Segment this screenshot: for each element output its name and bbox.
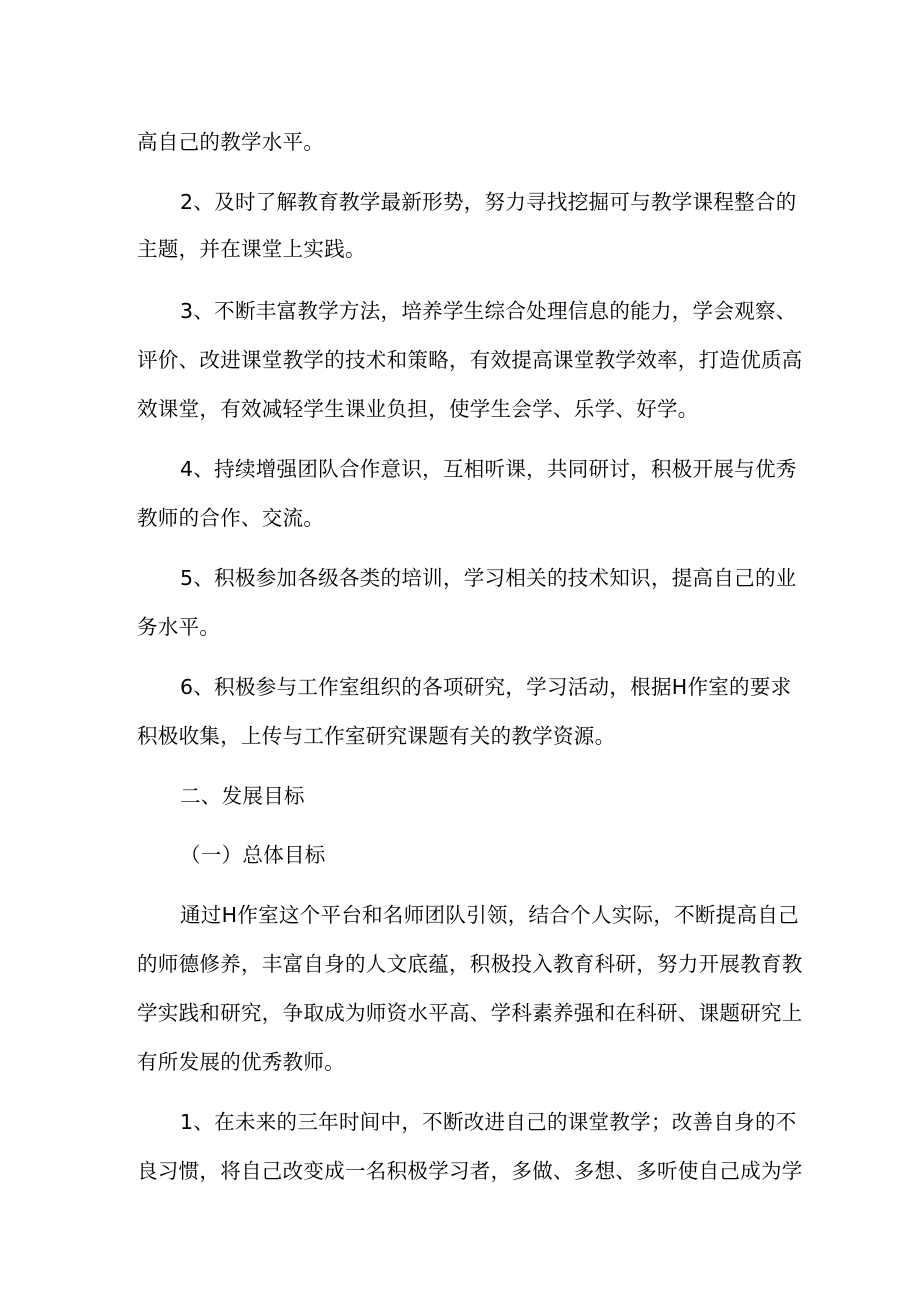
subsection-heading: （一）总体目标	[180, 843, 326, 867]
text-line: 2、及时了解教育教学最新形势，努力寻找挖掘可与教学课程整合的	[180, 190, 797, 214]
text-line: 积极收集，上传与工作室研究课题有关的教学资源。	[137, 724, 616, 748]
text-line: 5、积极参加各级各类的培训，学习相关的技术知识，提高自己的业	[180, 566, 797, 590]
text-line: 1、在未来的三年时间中，不断改进自己的课堂教学；改善自身的不	[180, 1110, 797, 1134]
text-line: 良习惯，将自己改变成一名积极学习者，多做、多想、多听使自己成为学	[137, 1159, 803, 1183]
text-line: 高自己的教学水平。	[137, 130, 325, 154]
text-line: 学实践和研究，争取成为师资水平高、学科素养强和在科研、课题研究上	[137, 1001, 803, 1025]
text-line: 教师的合作、交流。	[137, 506, 325, 530]
text-line: 有所发展的优秀教师。	[137, 1050, 345, 1074]
text-line: 评价、改进课堂教学的技术和策略，有效提高课堂教学效率，打造优质高	[137, 348, 803, 372]
text-line: 主题，并在课堂上实践。	[137, 237, 366, 261]
text-line: 的师德修养，丰富自身的人文底蕴，积极投入教育科研，努力开展教育教	[137, 952, 803, 976]
text-line: 务水平。	[137, 615, 221, 639]
text-line: 4、持续增强团队合作意识，互相听课，共同研讨，积极开展与优秀	[180, 457, 797, 481]
text-line: 通过H作室这个平台和名师团队引领，结合个人实际，不断提高自己	[180, 903, 799, 927]
text-line: 6、积极参与工作室组织的各项研究，学习活动，根据H作室的要求	[180, 675, 792, 699]
text-line: 3、不断丰富教学方法，培养学生综合处理信息的能力，学会观察、	[180, 299, 797, 323]
section-heading: 二、发展目标	[180, 784, 305, 808]
text-line: 效课堂，有效减轻学生课业负担，使学生会学、乐学、好学。	[137, 397, 699, 421]
